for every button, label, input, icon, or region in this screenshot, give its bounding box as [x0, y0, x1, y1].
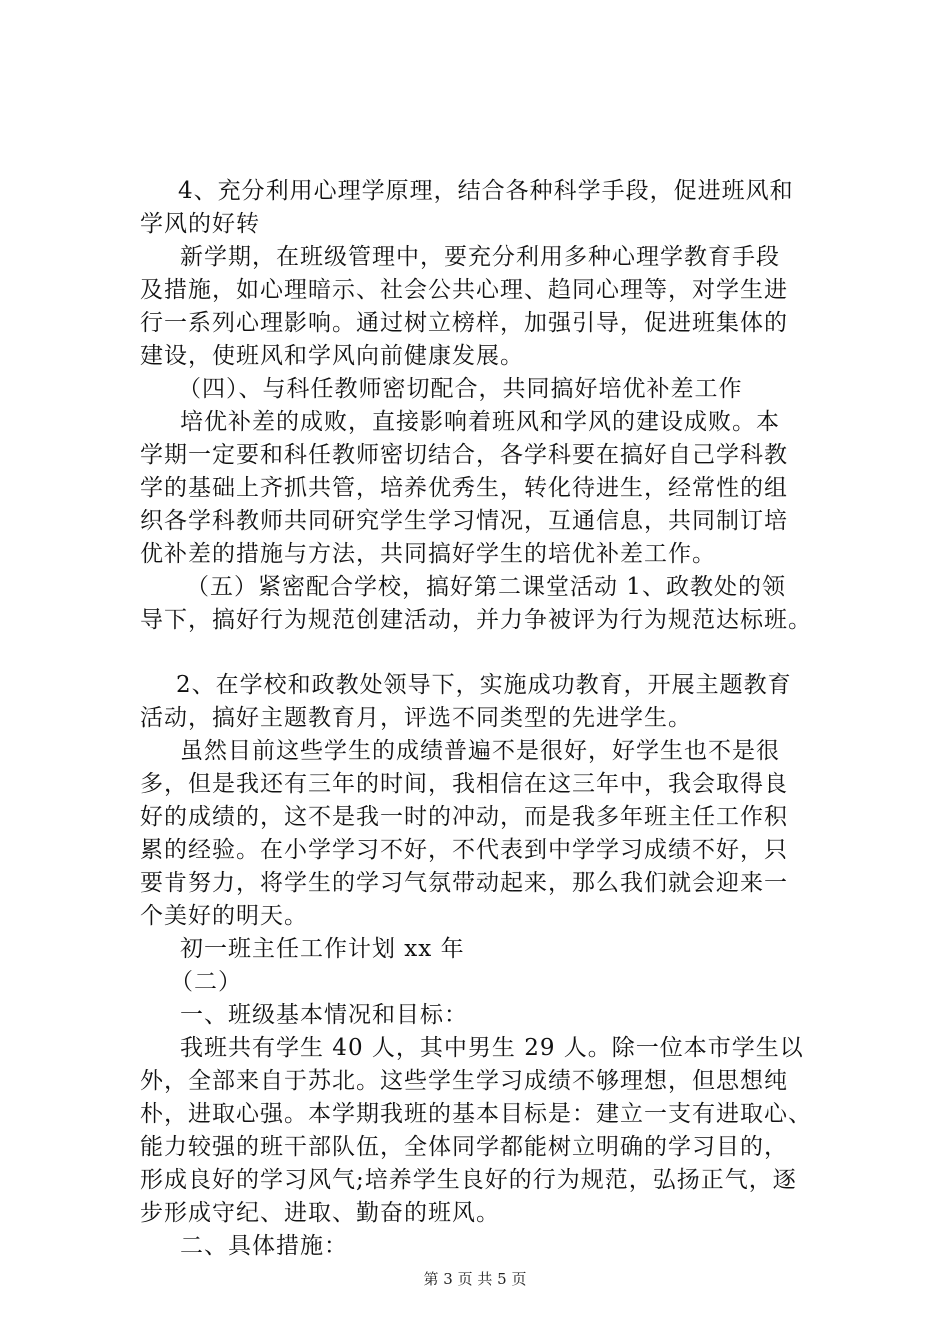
- text-line: 好的成绩的，这不是我一时的冲动，而是我多年班主任工作积: [140, 804, 788, 830]
- text-line: 朴，进取心强。本学期我班的基本目标是：建立一支有进取心、: [140, 1101, 812, 1127]
- text-line: 虽然目前这些学生的成绩普遍不是很好，好学生也不是很: [180, 738, 780, 764]
- text-line: 活动，搞好主题教育月，评选不同类型的先进学生。: [140, 705, 692, 731]
- text-line: 培优补差的成败，直接影响着班风和学风的建设成败。本: [180, 409, 780, 435]
- text-line: 学期一定要和科任教师密切结合，各学科要在搞好自己学科教: [140, 442, 788, 468]
- text-line: 我班共有学生 40 人，其中男生 29 人。除一位本市学生以: [180, 1035, 804, 1061]
- text-line: 导下，搞好行为规范创建活动，并力争被评为行为规范达标班。: [140, 607, 812, 633]
- section-heading: （五）紧密配合学校，搞好第二课堂活动 1、政教处的领: [186, 574, 786, 600]
- text-line: 学风的好转: [140, 211, 260, 237]
- text-line: 步形成守纪、进取、勤奋的班风。: [140, 1200, 500, 1226]
- text-line: 4、充分利用心理学原理，结合各种科学手段，促进班风和: [178, 178, 794, 204]
- text-line: 学的基础上齐抓共管，培养优秀生，转化待进生，经常性的组: [140, 475, 788, 501]
- text-line: 织各学科教师共同研究学生学习情况，互通信息，共同制订培: [140, 508, 788, 534]
- text-line: 形成良好的学习风气;培养学生良好的行为规范，弘扬正气，逐: [140, 1167, 797, 1193]
- text-line: 外，全部来自于苏北。这些学生学习成绩不够理想，但思想纯: [140, 1068, 788, 1094]
- text-line: 能力较强的班干部队伍，全体同学都能树立明确的学习目的，: [140, 1134, 788, 1160]
- page-footer: 第 3 页 共 5 页: [423, 1270, 527, 1288]
- section-heading: （四）、与科任教师密切配合，共同搞好培优补差工作: [178, 376, 743, 402]
- section-heading: 二、具体措施：: [180, 1233, 348, 1259]
- section-heading: 一、班级基本情况和目标：: [180, 1002, 468, 1028]
- text-line: 行一系列心理影响。通过树立榜样，加强引导，促进班集体的: [140, 310, 788, 336]
- text-line: 及措施，如心理暗示、社会公共心理、趋同心理等，对学生进: [140, 277, 788, 303]
- text-line: 个美好的明天。: [140, 903, 308, 929]
- text-line: 建设，使班风和学风向前健康发展。: [140, 343, 524, 369]
- document-title: 初一班主任工作计划 xx 年: [180, 936, 465, 962]
- section-number: （二）: [170, 969, 242, 995]
- text-line: 多，但是我还有三年的时间，我相信在这三年中，我会取得良: [140, 771, 788, 797]
- text-line: 新学期，在班级管理中，要充分利用多种心理学教育手段: [180, 244, 780, 270]
- text-line: 2、在学校和政教处领导下，实施成功教育，开展主题教育: [176, 672, 792, 698]
- text-line: 优补差的措施与方法，共同搞好学生的培优补差工作。: [140, 541, 716, 567]
- text-line: 要肯努力，将学生的学习气氛带动起来，那么我们就会迎来一: [140, 870, 788, 896]
- text-line: 累的经验。在小学学习不好，不代表到中学学习成绩不好，只: [140, 837, 788, 863]
